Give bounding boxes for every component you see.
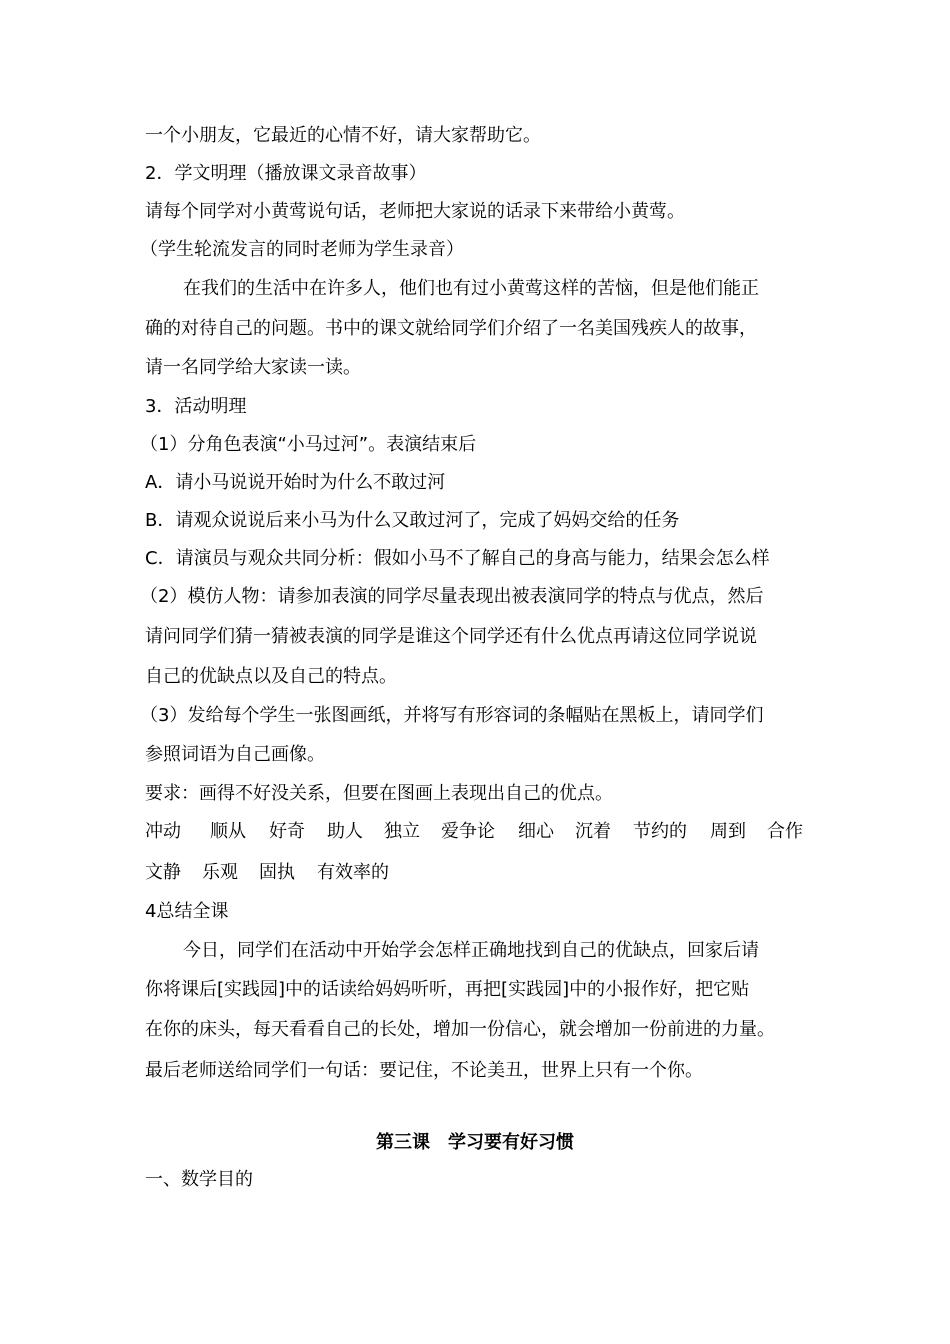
adjective-word: 乐观 (202, 862, 238, 883)
paragraph-line: A．请小马说说开始时为什么不敢过河 (145, 472, 446, 493)
summary-line: 在你的床头，每天看看自己的长处，增加一份信心，就会增加一份前进的力量。 (145, 1019, 775, 1040)
adjective-word: 沉着 (575, 821, 611, 842)
summary-line: 今日，同学们在活动中开始学会怎样正确地找到自己的优缺点，回家后请 (183, 940, 759, 961)
adjective-word: 固执 (259, 862, 295, 883)
paragraph-line: （1）分角色表演“小马过河”。表演结束后 (140, 434, 477, 455)
section-heading-3: 3．活动明理 (145, 396, 247, 417)
paragraph-line: 参照词语为自己画像。 (145, 744, 325, 765)
adjective-word: 周到 (710, 821, 746, 842)
paragraph-line: （2）模仿人物：请参加表演的同学尽量表现出被表演同学的特点与优点，然后 (140, 586, 764, 607)
lesson-subheading: 一、数学目的 (145, 1169, 253, 1190)
summary-line: 你将课后[实践园]中的话读给妈妈听听，再把[实践园]中的小报作好，把它贴 (145, 979, 750, 1000)
paragraph-line: 请一名同学给大家读一读。 (145, 357, 361, 378)
section-heading-2: 2．学文明理（播放课文录音故事） (145, 163, 427, 184)
adjective-word: 文静 (145, 862, 181, 883)
summary-line: 最后老师送给同学们一句话：要记住，不论美丑，世界上只有一个你。 (145, 1060, 703, 1081)
adjective-word: 合作 (767, 821, 803, 842)
adjective-word: 助人 (327, 821, 363, 842)
paragraph-line: B．请观众说说后来小马为什么又敢过河了，完成了妈妈交给的任务 (145, 510, 680, 531)
paragraph-line: 确的对待自己的问题。书中的课文就给同学们介绍了一名美国残疾人的故事， (145, 318, 757, 339)
lesson-title: 第三课 学习要有好习惯 (376, 1132, 574, 1153)
adjective-word: 细心 (518, 821, 554, 842)
adjective-word: 好奇 (269, 821, 305, 842)
section-heading-4: 4总结全课 (145, 901, 229, 922)
adjective-word: 节约的 (633, 821, 687, 842)
adjective-word: 顺从 (210, 821, 246, 842)
paragraph-line: 请每个同学对小黄莺说句话，老师把大家说的话录下来带给小黄莺。 (145, 201, 685, 222)
paragraph-line: 要求：画得不好没关系，但要在图画上表现出自己的优点。 (145, 783, 613, 804)
adjective-word: 有效率的 (317, 862, 389, 883)
paragraph-line: C．请演员与观众共同分析：假如小马不了解自己的身高与能力，结果会怎么样 (145, 548, 770, 569)
paragraph-line: （学生轮流发言的同时老师为学生录音） (140, 239, 464, 260)
adjective-word: 爱争论 (441, 821, 495, 842)
adjective-word: 独立 (384, 821, 420, 842)
paragraph-line: 在我们的生活中在许多人，他们也有过小黄莺这样的苦恼，但是他们能正 (183, 278, 759, 299)
paragraph-line: （3）发给每个学生一张图画纸，并将写有形容词的条幅贴在黑板上，请同学们 (140, 705, 764, 726)
paragraph-line: 一个小朋友，它最近的心情不好，请大家帮助它。 (145, 125, 541, 146)
paragraph-line: 自己的优缺点以及自己的特点。 (145, 666, 397, 687)
adjective-word: 冲动 (145, 821, 181, 842)
paragraph-line: 请问同学们猜一猜被表演的同学是谁这个同学还有什么优点再请这位同学说说 (145, 626, 757, 647)
